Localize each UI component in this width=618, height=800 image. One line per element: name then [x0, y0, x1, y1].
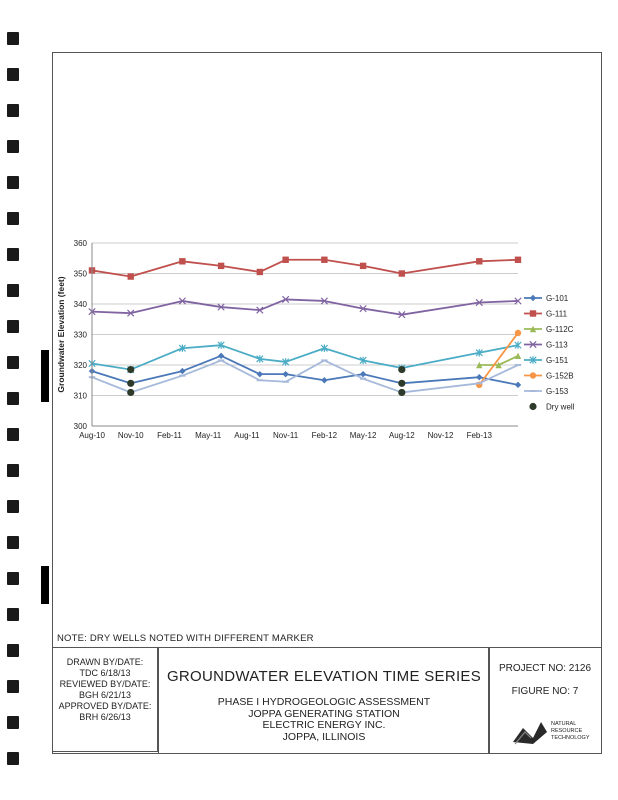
- legend-entry: Dry well: [546, 402, 575, 412]
- legend-marker: [530, 390, 536, 392]
- y-axis-label: Groundwater Elevation (feet): [56, 276, 66, 393]
- binder-hole: [7, 752, 19, 765]
- project-block: [488, 647, 602, 754]
- data-point-g-111: [515, 257, 521, 263]
- project-number: PROJECT NO: 2126: [498, 663, 592, 674]
- data-point-g-152b: [515, 330, 521, 336]
- binder-hole: [7, 284, 19, 297]
- binder-hole: [7, 320, 19, 333]
- x-tick-label: May-11: [195, 431, 222, 440]
- y-tick-label: 330: [73, 330, 87, 340]
- data-point-g-101: [515, 382, 521, 388]
- data-point-g-111: [476, 258, 482, 264]
- binder-hole: [7, 680, 19, 693]
- binder-hole: [7, 392, 19, 405]
- data-point-g-101: [321, 377, 327, 383]
- data-point-g-111: [282, 257, 288, 263]
- data-point-g-101: [218, 353, 224, 359]
- binder-hole: [7, 176, 19, 189]
- x-tick-label: Aug-12: [388, 431, 415, 440]
- data-point-g-112c: [515, 353, 521, 359]
- data-point-g-153: [321, 359, 327, 361]
- data-point-g-153: [282, 381, 288, 383]
- dry-well-point: [398, 389, 405, 396]
- x-tick-label: Nov-10: [117, 431, 144, 440]
- legend-marker: [529, 403, 536, 410]
- data-point-g-153: [360, 378, 366, 380]
- binder-hole: [7, 536, 19, 549]
- data-point-g-111: [321, 257, 327, 263]
- data-point-g-153: [476, 382, 482, 384]
- data-point-g-111: [218, 263, 224, 269]
- data-point-g-153: [257, 379, 263, 381]
- approved-by-label: APPROVED BY/DATE:: [58, 701, 152, 711]
- binder-hole: [7, 212, 19, 225]
- figure-number: FIGURE NO: 7: [511, 686, 579, 697]
- legend-entry: G-152B: [546, 371, 574, 381]
- series-line-g-113: [92, 299, 518, 314]
- legend-entry: G-153: [546, 387, 569, 396]
- subtitle-line: PHASE I HYDROGEOLOGIC ASSESSMENT: [217, 696, 431, 708]
- approval-block: [52, 647, 158, 752]
- title-block: [158, 647, 490, 754]
- drawn-by-label: DRAWN BY/DATE:: [66, 657, 144, 667]
- binder-hole: [7, 140, 19, 153]
- legend-marker: [530, 295, 536, 301]
- binder-hole: [7, 608, 19, 621]
- binder-hole: [7, 428, 19, 441]
- y-tick-label: 310: [73, 391, 87, 401]
- binder-hole: [7, 644, 19, 657]
- binder-hole: [7, 464, 19, 477]
- dry-well-point: [127, 389, 134, 396]
- x-tick-label: Feb-12: [311, 431, 338, 440]
- logo-text-line: RESOURCE: [551, 728, 583, 734]
- data-point-g-111: [257, 269, 263, 275]
- legend-entry: G-101: [546, 294, 569, 303]
- subtitle-line: ELECTRIC ENERGY INC.: [262, 719, 386, 731]
- data-point-g-111: [179, 258, 185, 264]
- legend-entry: G-151: [546, 356, 569, 365]
- binder-hole: [7, 356, 19, 369]
- series-line-g-111: [92, 260, 518, 277]
- reviewed-by-label: REVIEWED BY/DATE:: [59, 679, 151, 689]
- figure-title: GROUNDWATER ELEVATION TIME SERIES: [166, 668, 482, 685]
- y-tick-label: 350: [73, 269, 87, 279]
- x-tick-label: Feb-11: [157, 431, 182, 440]
- x-tick-label: Aug-11: [234, 431, 260, 440]
- reviewed-by-value: BGH 6/21/13: [78, 690, 132, 700]
- logo-text-line: TECHNOLOGY: [551, 735, 590, 741]
- dry-well-point: [398, 380, 405, 387]
- data-point-g-153: [218, 359, 224, 361]
- data-point-g-101: [257, 371, 263, 377]
- data-point-g-101: [282, 371, 288, 377]
- scan-strip: [41, 350, 49, 402]
- x-tick-label: Nov-12: [427, 431, 454, 440]
- binder-hole: [7, 32, 19, 45]
- y-tick-label: 320: [73, 361, 87, 370]
- data-point-g-111: [399, 270, 405, 276]
- x-tick-label: May-12: [349, 431, 377, 440]
- binder-hole: [7, 68, 19, 81]
- logo-text-line: NATURAL: [551, 721, 577, 727]
- subtitle-line: JOPPA GENERATING STATION: [248, 707, 400, 720]
- subtitle-line: JOPPA, ILLINOIS: [282, 730, 366, 743]
- x-tick-label: Feb-13: [466, 431, 492, 440]
- data-point-g-101: [476, 374, 482, 380]
- legend-entry: G-112C: [546, 325, 574, 334]
- y-tick-label: 340: [73, 300, 87, 309]
- dry-well-point: [127, 380, 134, 387]
- approved-by-value: BRH 6/26/13: [79, 712, 131, 722]
- y-tick-label: 300: [73, 422, 87, 431]
- groundwater-chart: [52, 230, 600, 450]
- company-logo: [511, 708, 591, 748]
- y-tick-label: 360: [73, 239, 87, 248]
- legend-entry: G-111: [546, 309, 568, 319]
- series-line-g-151: [92, 345, 518, 369]
- dry-well-point: [398, 366, 405, 373]
- data-point-g-111: [360, 263, 366, 269]
- x-tick-label: Aug-10: [79, 431, 105, 440]
- legend-marker: [530, 310, 536, 316]
- binder-hole: [7, 572, 19, 585]
- binder-hole: [7, 104, 19, 117]
- data-point-g-153: [179, 375, 185, 377]
- data-point-g-111: [128, 273, 134, 279]
- data-point-g-153: [515, 364, 521, 366]
- scan-strip: [41, 566, 49, 604]
- x-tick-label: Nov-11: [273, 431, 299, 440]
- binder-hole: [7, 716, 19, 729]
- binder-hole: [7, 248, 19, 261]
- legend-entry: G-113: [546, 340, 568, 350]
- drawn-by-value: TDC 6/18/13: [79, 668, 131, 678]
- binder-hole: [7, 500, 19, 513]
- data-point-g-101: [179, 368, 185, 374]
- legend-marker: [530, 372, 536, 378]
- dry-wells-note: NOTE: DRY WELLS NOTED WITH DIFFERENT MARKER: [57, 633, 314, 644]
- dry-well-point: [127, 366, 134, 373]
- data-point-g-101: [360, 371, 366, 377]
